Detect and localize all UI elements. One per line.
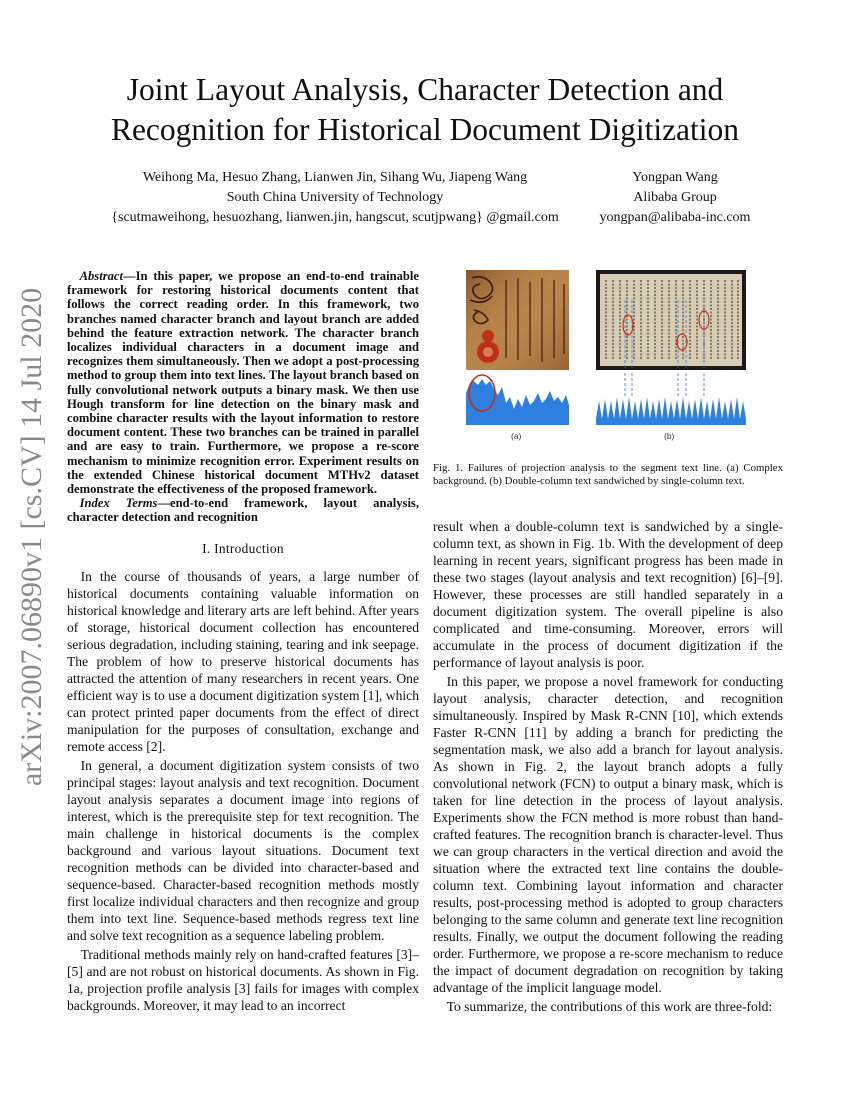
right-column-body [433,518,783,1017]
right-paragraph-3: To summarize, the contributions of this work are three-fold: [446,999,773,1014]
intro-paragraph-2: In general, a document digitization system consists of two principal stages: layout analysis and text recognition. Document layout analysis separates a document image into regions of interest, which is the prerequisite step for text recognition. The main challenge in historical documents is the complex background and various layout situations. Document text recognition methods can be divided into character-based and sequence-based. Character-based recognition methods mostly first localize individual characters and then recognize and group them into text line. Sequence-based methods regress text line and solve text recognition as a sequence labeling problem. [67,758,419,943]
author-names: Yongpan Wang [632,170,718,185]
figure-1a-projection-profile [466,373,569,425]
author-emails: {scutmaweihong, hesuozhang, lianwen.jin, hangscut, scutjpwang} @gmail.com [111,210,559,225]
arxiv-id: arXiv:2007.06890v1 [cs.CV] 14 Jul 2020 [15,287,48,787]
author-affiliation: South China University of Technology [226,190,444,205]
index-terms-text: —end-to-end framework, layout analysis, character detection and recognition [67,496,419,525]
author-block-1 [95,168,575,228]
paper-title [0,70,850,150]
author-block-2 [590,168,760,228]
index-terms-lead: Index Terms [79,496,158,511]
figure-1a-document-image [466,270,569,370]
figure-1a-label: (a) [511,431,522,441]
right-paragraph-2: In this paper, we propose a novel framework for conducting layout analysis, character detection, and recognition simultaneously. Inspired by Mask R-CNN [10], which extends Faster R-CNN [11] by adding a branch for predicting the segmentation mask, we also add a branch for layout analysis. As shown in Fig. 2, the layout branch adopts a fully convolutional network (FCN) to output a binary mask, which is taken for line detection in the process of layout analysis. Experiments show the FCN method is more robust than hand-crafted features. The recognition branch is character-level. Thus we can group characters in the vertical direction and avoid the situation where the extracted text line contains the double-column text. Combining layout information and character results, post-processing method is adopted to group characters belonging to the same column and generate text line recognition results. Finally, we output the document following the reading order. Furthermore, we propose a re-score mechanism to reduce the impact of document degradation on recognition by taking advantage of the implicit language model. [433,674,783,995]
arxiv-sidebar [12,287,52,787]
intro-paragraph-3: Traditional methods mainly rely on hand-crafted features [3]–[5] and are not robust on historical documents. As shown in Fig. 1a, projection profile analysis [3] fails for images with complex backgrounds. Moreover, it may lead to an incorrect [67,947,419,1013]
figure-1-caption: Fig. 1. Failures of projection analysis to the segment text line. (a) Complex background. (b) Double-column text sandwiched by single-column text. [433,462,783,487]
figure-1b-label: (b) [664,431,675,441]
author-affiliation: Alibaba Group [633,190,717,205]
abstract [67,269,419,525]
abstract-text: —In this paper, we propose an end-to-end trainable framework for restoring historical documents content that follows the correct reading order. In this framework, two branches named character branch and layout branch are added behind the feature extraction network. The character branch localizes individual characters in a document image and recognizes them simultaneously. Then we adopt a post-processing method to group them into text lines. The layout branch based on fully convolutional network outputs a binary mask. We then use Hough transform for line detection on the binary mask and combine character results with the layout information to restore document content. These two branches can be trained in parallel and are easy to train. Furthermore, we propose a re-score mechanism to minimize recognition error. Experiment results on the extended Chinese historical document MTHv2 dataset demonstrate the effectiveness of the proposed framework. [67,269,419,497]
figure-1b-document-image [596,270,746,370]
title-line-2: Recognition for Historical Document Digitization [110,112,740,147]
intro-paragraph-1: In the course of thousands of years, a large number of historical documents containing valuable information on historical knowledge and literary arts are left behind. After years of storage, historical document collection has encountered serious degradation, including staining, tearing and ink seepage. The problem of how to preserve historical documents has attracted the attention of many researchers in recent years. One efficient way is to use a document digitization system [1], which can protect printed paper documents from the effect of direct manipulation for the purposes of consultation, exchange and remote access [2]. [67,569,419,754]
author-emails: yongpan@alibaba-inc.com [599,210,751,225]
right-paragraph-1: result when a double-column text is sandwiched by a single-column text, as shown in Fig. 1b. With the development of deep learning in recent years, significant progress has been made in these two stages (layout analysis and text recognition) [6]–[9]. However, these processes are still handled separately in a document digitization system. The overall pipeline is also complicated and time-consuming. Moreover, errors will accumulate in the process of document digitization if the performance of layout analysis is poor. [433,519,783,670]
author-names: Weihong Ma, Hesuo Zhang, Lianwen Jin, Sihang Wu, Jiapeng Wang [142,170,528,185]
title-line-1: Joint Layout Analysis, Character Detection and [126,72,724,107]
figure-1b-projection-profile [596,373,746,425]
abstract-lead: Abstract [79,269,123,283]
section-heading-introduction: I. Introduction [202,541,284,556]
intro-body [67,568,419,1016]
